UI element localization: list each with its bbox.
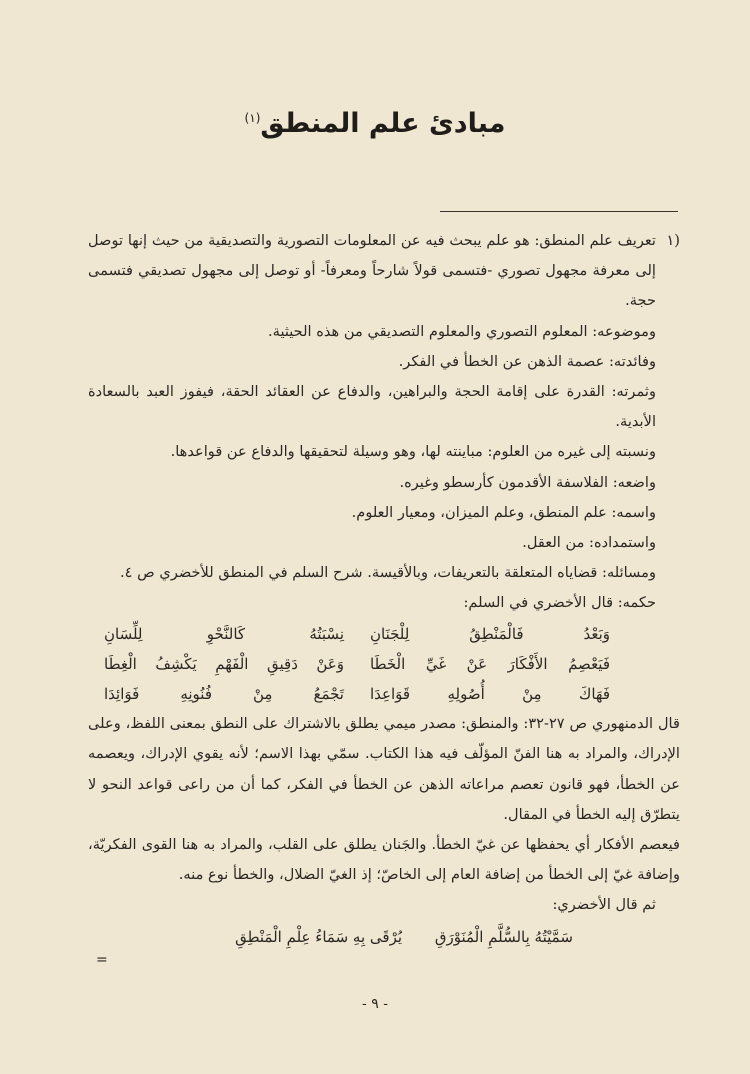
- line-issues: ومسائله: قضاياه المتعلقة بالتعريفات، وبالأقيسة. شرح السلم في المنطق للأخضري ص ٤.: [120, 564, 656, 582]
- then-line: ثم قال الأخضري:: [552, 896, 656, 914]
- verse-hemistich-left: وَعَنْ دَقِيقِ الْفَهْمِ يَكْشِفُ الْغِطَا: [104, 654, 344, 673]
- verse-hemistich-right: فَيَعْصِمُ الأَفْكَارَ عَنْ غَيِّ الْخَطَا: [370, 654, 610, 673]
- line-benefit: وفائدته: عصمة الذهن عن الخطأ في الفكر.: [398, 352, 656, 370]
- verse-line: [88, 649, 680, 679]
- verse-hemistich-left: نِسْبَتُهُ كَالنَّحْوِ لِلِّسَانِ: [104, 624, 344, 643]
- title-footnote-marker: (١): [244, 111, 261, 125]
- verse-line: [88, 619, 680, 649]
- footnote-divider: [440, 211, 678, 212]
- line-relation: ونسبته إلى غيره من العلوم: مباينته لها، وهو وسيلة لتحقيقها والدفاع عن قواعدها.: [170, 443, 656, 461]
- title-text: مبادئ علم المنطق: [260, 108, 506, 139]
- line-ruling: حكمه: قال الأخضري في السلم:: [463, 594, 656, 612]
- line-name: واسمه: علم المنطق، وعلم الميزان، ومعيار العلوم.: [351, 503, 656, 521]
- yasim-paragraph: فيعصم الأفكار أي يحفظها عن غيّ الخطأ. والجَنان يطلق على القلب، والمراد به هنا القوى الفكريّة، وإضافة غيّ إلى الخطأ من إضافة العام إلى الخاصّ؛ إذ الغيّ الضلال، والخطأ نوع منه.: [88, 836, 680, 884]
- line-subject: وموضوعه: المعلوم التصوري والمعلوم التصديقي من هذه الحيثية.: [268, 322, 656, 340]
- continuation-mark: =: [96, 952, 108, 968]
- final-verse-right: سَمَّيْتُهُ بِالسُّلَّمِ الْمُنَوْرَقِ: [434, 927, 573, 946]
- damanhuri-paragraph: قال الدمنهوري ص ٢٧-٣٢: والمنطق: مصدر ميمي يطلق بالاشتراك على النطق بمعنى اللفظ، وعلى الإدراك، والمراد به هنا الفنّ المؤلّف فيه هذا الكتاب. سمّي بهذا الاسم؛ لأنه يقوي الإدراك، ويعصمه عن الخطأ، فهو قانون تعصم مراعاته الذهن عن الخطأ في الفكر، كما أن من راعى قواعد النحو لا يتطرّق إليه الخطأ في المقال.: [88, 715, 680, 823]
- line-fruit: وثمرته: القدرة على إقامة الحجة والبراهين، والدفاع عن العقائد الحقة، فيفوز العبد بالسعادة الأبدية.: [88, 383, 656, 431]
- verse-hemistich-right: فَهَاكَ مِنْ أُصُولِهِ قَوَاعِدَا: [370, 685, 610, 704]
- footnote-number: (١: [666, 232, 680, 249]
- line-founder: واضعه: الفلاسفة الأقدمون كأرسطو وغيره.: [399, 473, 656, 491]
- page-title: [0, 108, 750, 139]
- verse-hemistich-right: وَبَعْدُ فَالْمَنْطِقُ لِلْجَنَانِ: [370, 624, 610, 643]
- verse-line: [88, 679, 680, 709]
- page-number: - ٩ -: [362, 996, 388, 1012]
- verse-hemistich-left: تَجْمَعُ مِنْ فُنُونِهِ فَوَائِدَا: [104, 685, 344, 704]
- definition-text: تعريف علم المنطق: هو علم يبحث فيه عن المعلومات التصورية والتصديقية من حيث إنها توصل إلى معرفة مجهول تصوري -فتسمى قولاً شارحاً ومعرفاً- أو توصل إلى مجهول تصديقي فتسمى حجة.: [88, 232, 656, 310]
- final-verse-left: يُرْقَى بِهِ سَمَاءُ عِلْمِ الْمَنْطِقِ: [235, 927, 403, 946]
- footnote-first-paragraph: [88, 226, 680, 317]
- footnote-body: [88, 226, 680, 953]
- final-verse: [88, 921, 680, 953]
- line-source: واستمداده: من العقل.: [522, 534, 656, 552]
